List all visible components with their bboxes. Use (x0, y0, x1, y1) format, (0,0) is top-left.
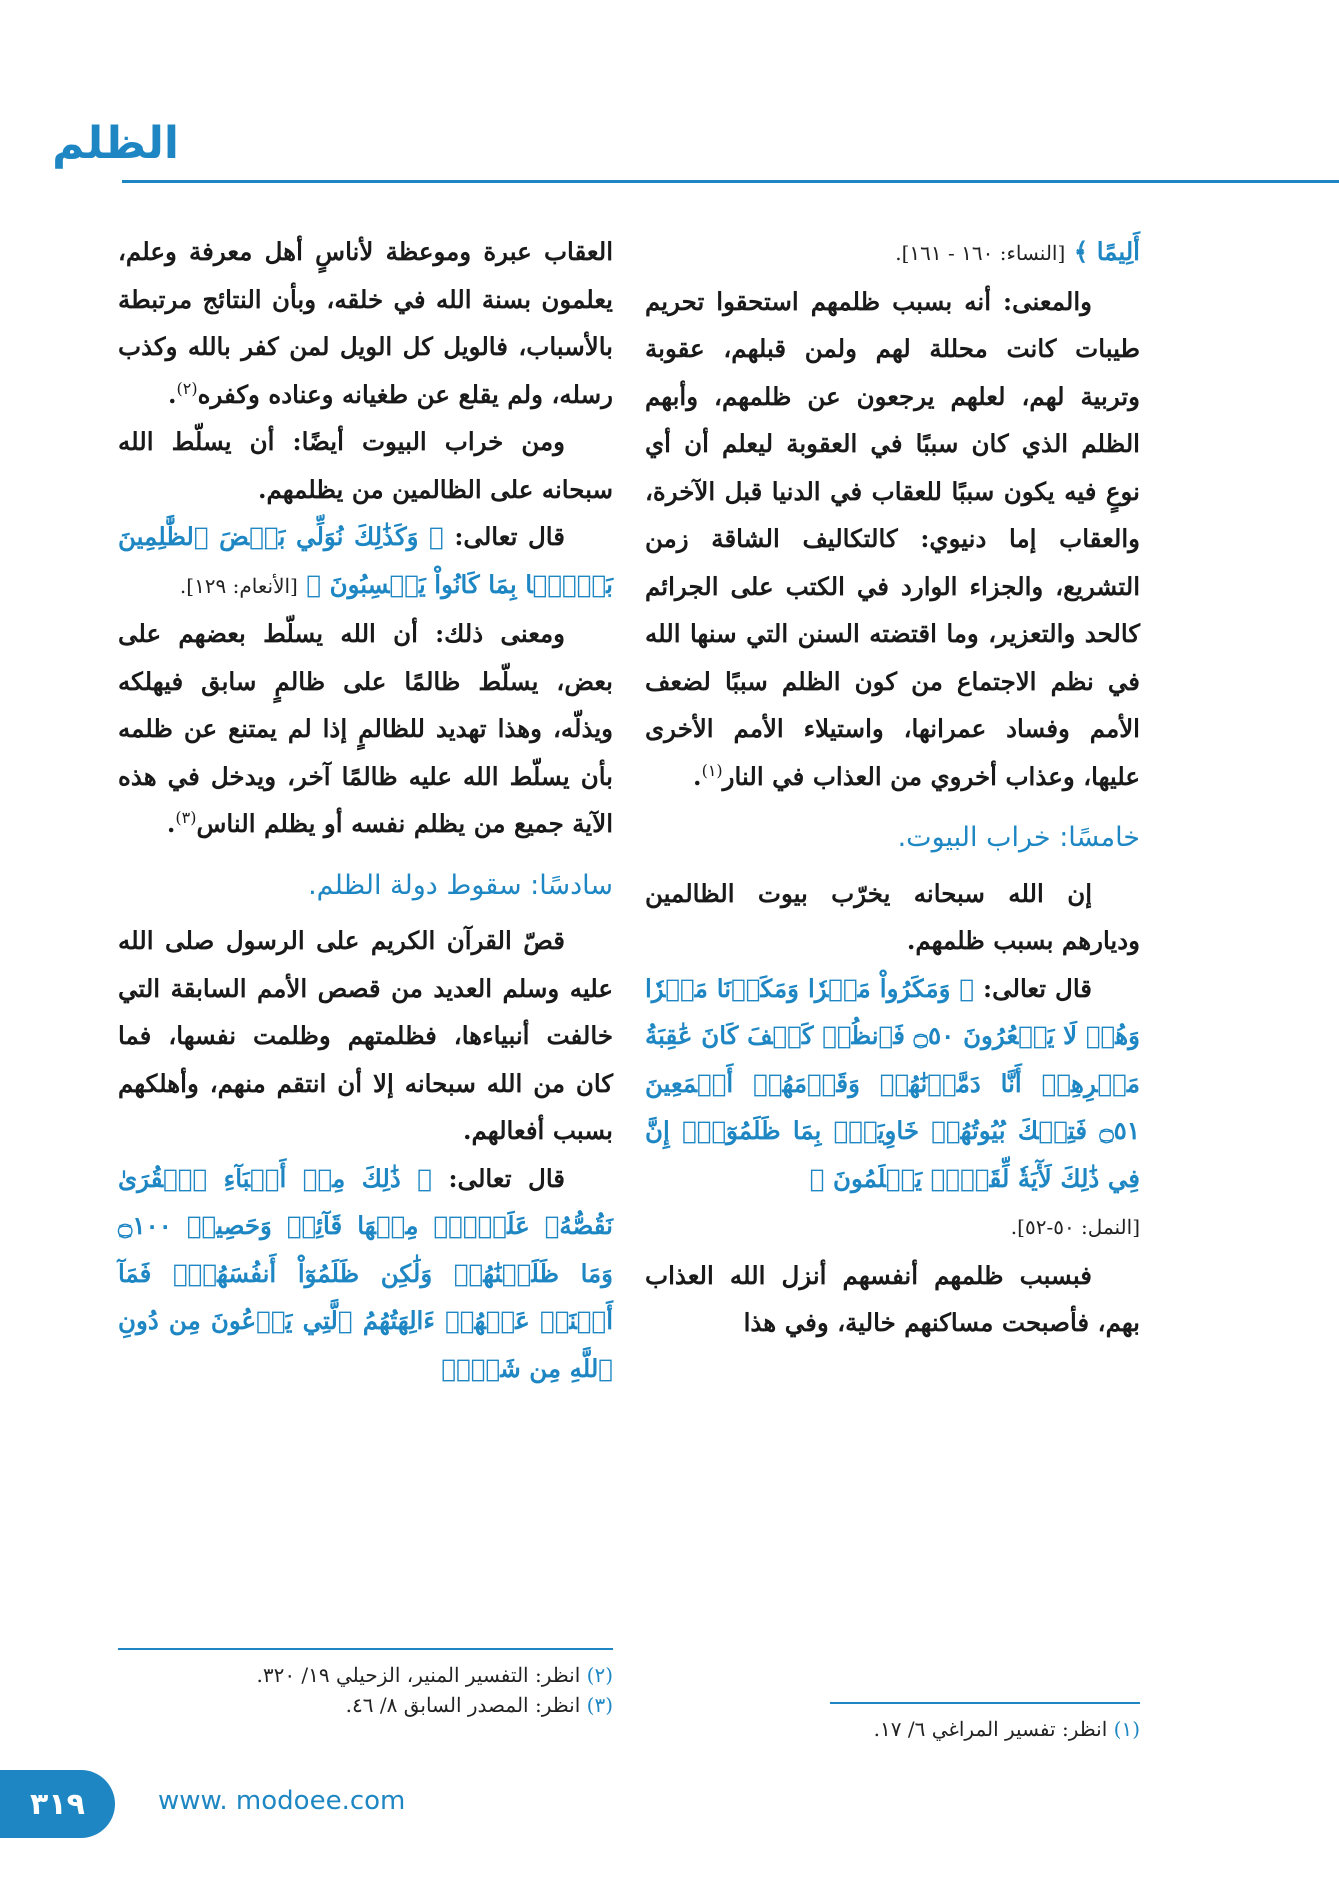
footnote-divider-right (830, 1702, 1140, 1704)
paragraph-meaning-2-text: ومعنى ذلك: أن الله يسلّط بعضهم على بعض، يسلّط ظالمًا على ظالمٍ سابق فيهلكه ويذلّه، وهذا تهديد للظالمٍ إذا لم يمتنع عن ظلمه بأن يسلّط الله عليه ظالمًا آخر، ويدخل في هذه الآية جميع من يظلم نفسه أو يظلم الناس (118, 619, 613, 838)
paragraph-meaning-2 (118, 610, 613, 848)
paragraph-meaning-end: . (693, 761, 702, 791)
qala-label: قال تعالى: (983, 973, 1093, 1003)
qala-label-2: قال تعالى: (448, 1163, 565, 1193)
verse-naml-ref: [النمل: ٥٠-٥٢]. (1010, 1215, 1140, 1239)
qala-label: قال تعالى: (454, 522, 565, 551)
verse-hud: ﴿ ذَٰلِكَ مِنۡ أَنۢبَآءِ ٱلۡقُرَىٰ نَقُصُّهُۥ عَلَيۡكَۖ مِنۡهَا قَآئِمٞ وَحَصِيدٞ ۝١٠٠ وَمَا ظَلَمۡنَٰهُمۡ وَلَٰكِن ظَلَمُوٓاْ أَنفُسَهُمۡۖ فَمَآ أَغۡنَتۡ عَنۡهُمۡ ءَالِهَتُهُمُ ٱلَّتِي يَدۡعُونَ مِن دُونِ ٱللَّهِ مِن شَيۡءٖ (118, 1163, 613, 1383)
footnote-2-number: (٢) (586, 1663, 613, 1687)
paragraph-continuation-text: العقاب عبرة وموعظة لأناسٍ أهل معرفة وعلم، يعلمون بسنة الله في خلقه، وبأن النتائج مرتبطة بالأسباب، فالويل كل الويل لمن كفر بالله وكذب رسله، ولم يقلع عن طغيانه وعناده وكفره (118, 237, 613, 409)
paragraph-also: ومن خراب البيوت أيضًا: أن يسلّط الله سبحانه على الظالمين من يظلمهم. (118, 427, 613, 504)
paragraph-meaning-text: والمعنى: أنه بسبب ظلمهم استحقوا تحريم طيبات كانت محللة لهم ولمن قبلهم، عقوبة وتربية لهم، لعلهم يرجعون عن ظلمهم، وأبهم الظلم الذي كان سببًا في العقوبة ليعلم أن أي نوعٍ فيه يكون سببًا للعقاب في الدنيا قبل الآخرة، والعقاب إما دنيوي: كالتكاليف الشاقة زمن التشريع، والجزاء الوارد في الكتب على الجرائم كالحد والتعزير، وما اقتضته السنن التي سنها الله في نظم الاجتماع من كون الظلم سببًا لضعف الأمم وفساد عمرانها، واستيلاء الأمم الأخرى عليها، وعذاب أخروي من العذاب في النار (645, 286, 1140, 791)
header-divider (122, 180, 1339, 183)
verse-naml-block (645, 965, 1140, 1203)
section-heading-5: خامسًا: خراب البيوت. (897, 822, 1140, 853)
footnote-1-text: انظر: تفسير المراغي ٦/ ١٧. (873, 1717, 1108, 1741)
footnote-3 (118, 1690, 613, 1720)
footnote-divider-left (118, 1648, 613, 1650)
page-number: ٣١٩ (30, 1786, 85, 1822)
paragraph-continuation (118, 228, 613, 418)
section-heading-6: سادسًا: سقوط دولة الظلم. (308, 869, 613, 901)
footnote-2-text: انظر: التفسير المنير، الزحيلي ١٩/ ٣٢٠. (256, 1663, 581, 1687)
verse-anam-block (118, 513, 613, 610)
paragraph-result: فبسبب ظلمهم أنفسهم أنزل الله العذاب بهم، فأصبحت مساكنهم خالية، وفي هذا (645, 1260, 1140, 1337)
footnotes-left (118, 1660, 613, 1720)
footnote-3-text: انظر: المصدر السابق ٨/ ٤٦. (345, 1693, 581, 1717)
website-link[interactable]: www. modoee.com (158, 1786, 406, 1816)
verse-anam-ref: [الأنعام: ١٢٩]. (179, 573, 298, 598)
verse-hud-block (118, 1155, 613, 1393)
footnote-3-number: (٣) (586, 1693, 613, 1717)
paragraph-continuation-end: . (168, 379, 177, 409)
paragraph-intro: إن الله سبحانه يخرّب بيوت الظالمين وديارهم بسبب ظلمهم. (645, 878, 1140, 955)
verse-tail: أَلِيمًا ﴾ (1073, 237, 1140, 266)
footnote-ref-2[interactable]: (٢) (176, 378, 198, 398)
verse-naml: ﴿ وَمَكَرُواْ مَكۡرٗا وَمَكَرۡنَا مَكۡرٗا وَهُمۡ لَا يَشۡعُرُونَ ۝٥٠ فَٱنظُرۡ كَيۡفَ كَانَ عَٰقِبَةُ مَكۡرِهِمۡ أَنَّا دَمَّرۡنَٰهُمۡ وَقَوۡمَهُمۡ أَجۡمَعِينَ ۝٥١ فَتِلۡكَ بُيُوتُهُمۡ خَاوِيَةَۢ بِمَا ظَلَمُوٓاْۚ إِنَّ فِي ذَٰلِكَ لَأٓيَةٗ لِّقَوۡمٖ يَعۡلَمُونَ ﴾ (645, 973, 1140, 1193)
footnote-1-number: (١) (1113, 1717, 1140, 1741)
footnote-2 (118, 1660, 613, 1690)
paragraph-meaning-2-end: . (166, 809, 176, 838)
footnote-ref-1[interactable]: (١) (701, 760, 723, 780)
footnotes-right (645, 1714, 1140, 1744)
paragraph-meaning (645, 278, 1140, 801)
verse-anam: ﴿ وَكَذَٰلِكَ نُوَلِّي بَعۡضَ ٱلظَّٰلِمِينَ بَعۡضَۢا بِمَا كَانُواْ يَكۡسِبُونَ ﴾ (118, 522, 613, 599)
verse-naml-ref-line (645, 1202, 1140, 1252)
left-column (118, 228, 613, 1392)
footnote-ref-3[interactable]: (٣) (175, 807, 197, 827)
page-title: الظلم (52, 118, 179, 169)
verse-tail-ref: [النساء: ١٦٠ - ١٦١]. (895, 241, 1066, 265)
paragraph-qasas: قصّ القرآن الكريم على الرسول صلى الله عليه وسلم العديد من قصص الأمم السابقة التي خالفت أنبياءها، فظلمتهم وظلمت نفسها، فما كان من الله سبحانه إلا أن انتقم منهم، وأهلكهم بسبب أفعالهم. (118, 926, 613, 1145)
verse-tail-line (645, 228, 1140, 278)
page-number-badge (0, 1770, 115, 1838)
right-column (645, 228, 1140, 1347)
footnote-1 (645, 1714, 1140, 1744)
